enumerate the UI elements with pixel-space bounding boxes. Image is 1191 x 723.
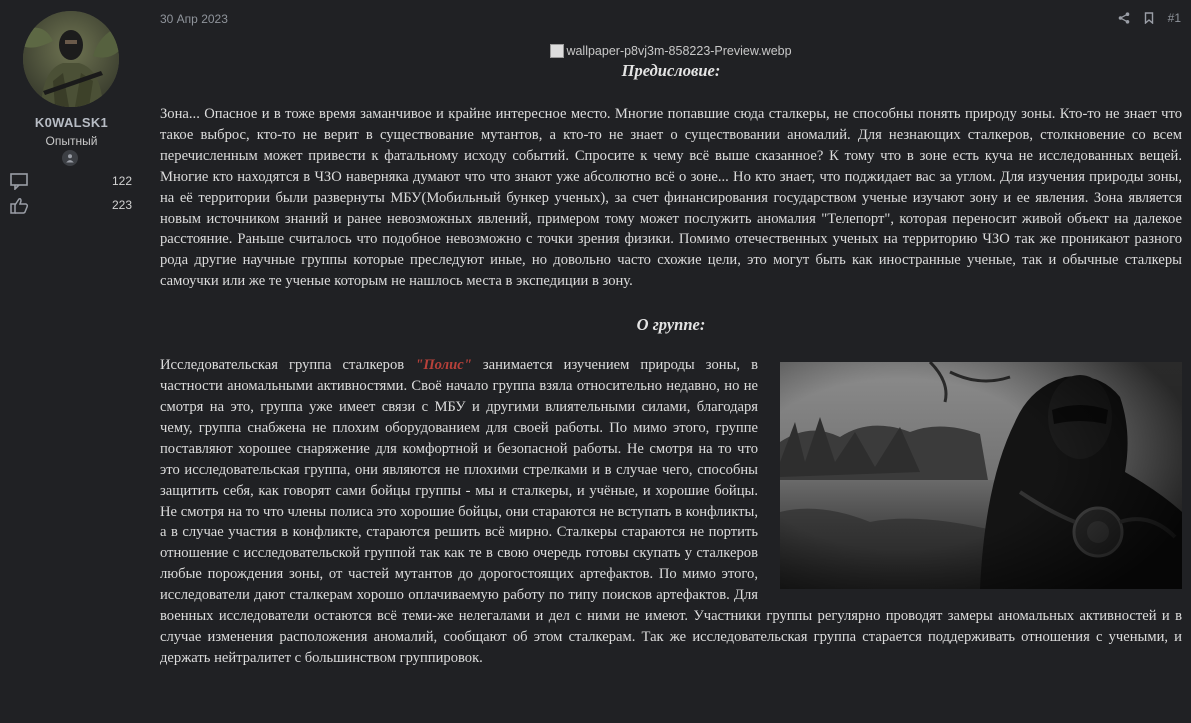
avatar[interactable]	[23, 11, 119, 107]
broken-image[interactable]	[160, 42, 1182, 60]
thumbs-up-icon	[10, 197, 29, 214]
post-number[interactable]: #1	[1167, 11, 1181, 25]
user-title: Опытный	[45, 134, 98, 148]
messages-icon	[10, 173, 29, 190]
bookmark-icon[interactable]	[1144, 12, 1154, 24]
post-date[interactable]: 30 Апр 2023	[160, 12, 228, 26]
share-icon[interactable]	[1118, 12, 1130, 24]
heading-about-group: О группе:	[636, 315, 706, 335]
stalker-photo[interactable]	[780, 362, 1182, 589]
username[interactable]: K0WALSK1	[34, 115, 109, 130]
paragraph-about-group-rest: занимается изучением природы зоны, в частности аномальными активностями. Своё начало группа взяла относительно недавно, но не смотря на это, группа уже имеет связи с МБУ и другими влиятельными силами, благодаря чему, группа снабжена не плохим оборудованием для своей работы. По мимо этого, группе поставляют хорошее снаряжение для комфортной и безопасной работы. Не смотря на то что это исследовательская группа, они являются не плохими стрелками и в случае чего, способны защитить себя, как говорят сами бойцы группы - мы и сталкеры, и учёные, и хорошие бойцы. Не смотря на то что члены полиса это хорошие бойцы, они стараются не вступать в конфликты, а в случае участия в конфликте, стараются решить всё мирно. Сталкеры стараются не портить отношение с исследовательской группой так как те в свою очередь готовы скупать у сталкеров любые порождения зоны, от частей мутантов до дорогостоящих артефактов. По мимо этого, исследователи дают сталкерам хорошо оплачиваемую работу по типу поисков артефактов. Для военных исследователи остаются всё теми-же нелегалами и дел с ними не имеют. Участники группы регулярно проводят замеры аномальных активностей и в случае изменения расположения аномалий, сообщают об этом сталкерам. Так же исследовательская группа старается поддерживать отношения с учеными, и держать нейтралитет с большинством группировок.	[160, 357, 1182, 666]
post-body	[160, 42, 1182, 669]
image-alt-text: wallpaper-p8vj3m-858223-Preview.webp	[566, 43, 792, 58]
post-actions	[1118, 11, 1181, 25]
reactions-count: 223	[111, 198, 132, 212]
group-name: "Полис"	[415, 357, 472, 374]
paragraph-preface: Зона... Опасное и в тоже время заманчивое и крайне интересное место. Многие попавшие сюда сталкеры, не способны понять природу зоны. Кто-то не знает что такое выброс, кто-то не верит в существование мутантов, а кто-то не знает о существовании аномалий. Для незнающих сталкеров, столкновение со всем перечисленным может привести к фатальному исходу событий. Спросите к чему всё выше сказанное? К тому что в зоне есть куча не исследованных вещей. Многие кто находятся в ЧЗО наверняка думают что что знают уже абсолютно всё о зоне... Но кто знает, что поджидает вас за углом. Для изучения природы зоны, на её территории были развернуты МБУ(Мобильный бункер ученых), за счет финансирования государством ученые изучают зону и ее явления. Зона является новым источником знаний и ранее невозможных явлений, примером тому может послужить аномалия "Телепорт", которая переносит живой объект на далекое расстояние. Раньше считалось что подобное невозможно с точки зрения физики. Помимо отечественных ученых на территорию ЧЗО так же проникают разного рода другие научные группы которые преследуют иные, но довольно часто схожие цели, это могут быть как иностранные ученые, так и обычные сталкеры самоучки или же те ученые которым не нашлось места в экспедиции в зону.	[160, 106, 1182, 290]
user-sidebar	[0, 0, 143, 723]
broken-image-icon	[550, 44, 564, 58]
stat-reactions	[10, 195, 132, 215]
paragraph-about-group-start: Исследовательская группа сталкеров	[160, 357, 416, 374]
heading-preface: Предисловие:	[621, 61, 721, 80]
user-badge-icon	[62, 150, 78, 166]
messages-count: 122	[111, 174, 132, 188]
stat-messages	[10, 171, 132, 191]
